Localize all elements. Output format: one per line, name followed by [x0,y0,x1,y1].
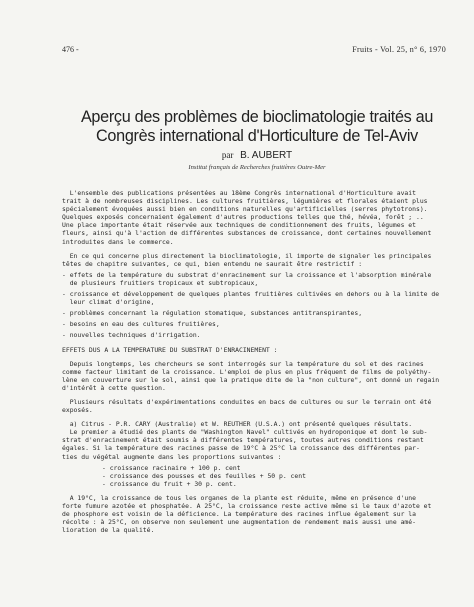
text-line: - besoins en eau des cultures fruitières, [62,320,220,329]
author-line [62,150,452,161]
text-line: forte fumure azotée et phosphatée. A 25°C, la croissance reste active même si le taux d'azote et [62,502,432,510]
list-item [62,320,448,328]
text-line: Une place importante était réservée aux techniques de conditionnement des fruits, légumes et [62,221,416,230]
text-line: de phosphore est voisin de la déficience. La température des racines influe également sur la [62,510,416,519]
text-line: introduites dans le commerce. [62,237,174,246]
list-item [62,309,448,317]
list-item [62,331,448,339]
list-item [62,271,448,287]
text-line: ties du végétal augmente dans les proportions suivantes : [62,452,282,461]
journal-reference: Fruits - Vol. 25, n° 6, 1970 [352,45,446,54]
text-line: lioration de la qualité. [62,526,155,535]
text-line: L'ensemble des publications présentées au 18ème Congrès international d'Horticulture avait [62,189,416,197]
text-line: comme facteur limitant de la croissance. L'emploi de plus en plus fréquent de films de polyéthy- [62,367,432,376]
text-line: égales. Si la température des racines passe de 19°C à 25°C la croissance des différentes par- [62,444,420,453]
text-line: lène en couverture sur le sol, ainsi que la pratique dite de la "non culture", ont donné un regain [62,375,440,384]
text-line: leur climat d'origine, [62,298,155,307]
author-affiliation: Institut français de Recherches fruitières Outre-Mer [188,164,326,171]
text-line: trait à de nombreuses disciplines. Les cultures fruitières, légumières et florales étaient plus [62,197,428,206]
title-line: Aperçu des problèmes de bioclimatologie traités au [80,108,434,126]
text-line: - problèmes concernant la régulation stomatique, substances antitranspirantes, [62,309,363,318]
paragraph-plusieurs [62,398,448,414]
text-line: fleurs, ainsi qu'à l'action de différentes substances de croissance, dont certaines nouvellement [62,229,432,238]
growth-list [62,464,448,488]
text-line: - croissance et développement de quelques plantes fruitières cultivées en dehors ou à la limite de [62,290,440,299]
text-line: Depuis longtemps, les chercheurs se sont interrogés sur la température du sol et des racines [62,359,424,368]
text-line: En ce qui concerne plus directement la bioclimatologie, il importe de signaler les principales [62,251,432,260]
text-line: d'intérêt à cette question. [62,383,166,392]
author-name: B. AUBERT [240,150,293,161]
text-line: - effets de la température du substrat d'enracinement sur la croissance et l'absorption minérale [62,270,432,279]
text-line: A 19°C, la croissance de tous les organes de la plante est réduite, même en présence d'une [62,493,416,502]
text-line: têtes de chapitre suivantes, ce qui, bien entendu ne saurait être restrictif : [62,259,363,268]
page-number: 476 - [62,45,79,54]
author-prefix: par [221,150,234,160]
text-line: strat d'enracinement était soumis à différentes températures, toutes autres conditions restant [62,436,424,445]
text-line: a) Citrus - P.R. CARY (Australie) et W. REUTHER (U.S.A.) ont présenté quelques résultats. [62,420,413,429]
intro-paragraph [62,189,448,246]
text-line: Quelques exposés concernaient également d'autres productions telles que thé, hévéa, forêt ; .. [62,213,424,222]
text-line: Le premier a étudié des plants de "Washington Navel" cultivés en hydroponique et dont le sub- [62,428,428,437]
paragraph-depuis [62,360,448,392]
text-line: spécialement évoquées aussi bien en conditions naturelles qu'artificielles (serres phytotrons). [62,205,428,214]
section-heading: EFFETS DUS A LA TEMPERATURE DU SUBSTRAT D'ENRACINEMENT : [62,345,278,354]
paragraph-19c [62,494,448,534]
list-item: - croissance racinaire + 100 p. cent [102,463,241,472]
topic-list [62,271,448,340]
article-title [62,108,452,146]
list-item [62,290,448,306]
text-line: - nouvelles techniques d'irrigation. [62,331,201,340]
bioclim-paragraph [62,252,448,268]
article-body [62,189,448,534]
title-line: Congrès international d'Horticulture de Tel-Aviv [96,127,418,145]
text-line: récolte : à 25°C, on observe non seulement une augmentation de rendement mais aussi une amé- [62,518,416,527]
paragraph-citrus [62,420,448,460]
list-item: - croissance du fruit + 30 p. cent. [102,479,237,488]
list-item: - croissance des pousses et des feuilles + 50 p. cent [102,471,306,480]
text-line: Plusieurs résultats d'expérimentations conduites en bacs de cultures ou sur le terrain ont été [62,397,432,406]
text-line: exposés. [62,406,93,415]
text-line: de plusieurs fruitiers tropicaux et subtropicaux, [62,278,259,287]
